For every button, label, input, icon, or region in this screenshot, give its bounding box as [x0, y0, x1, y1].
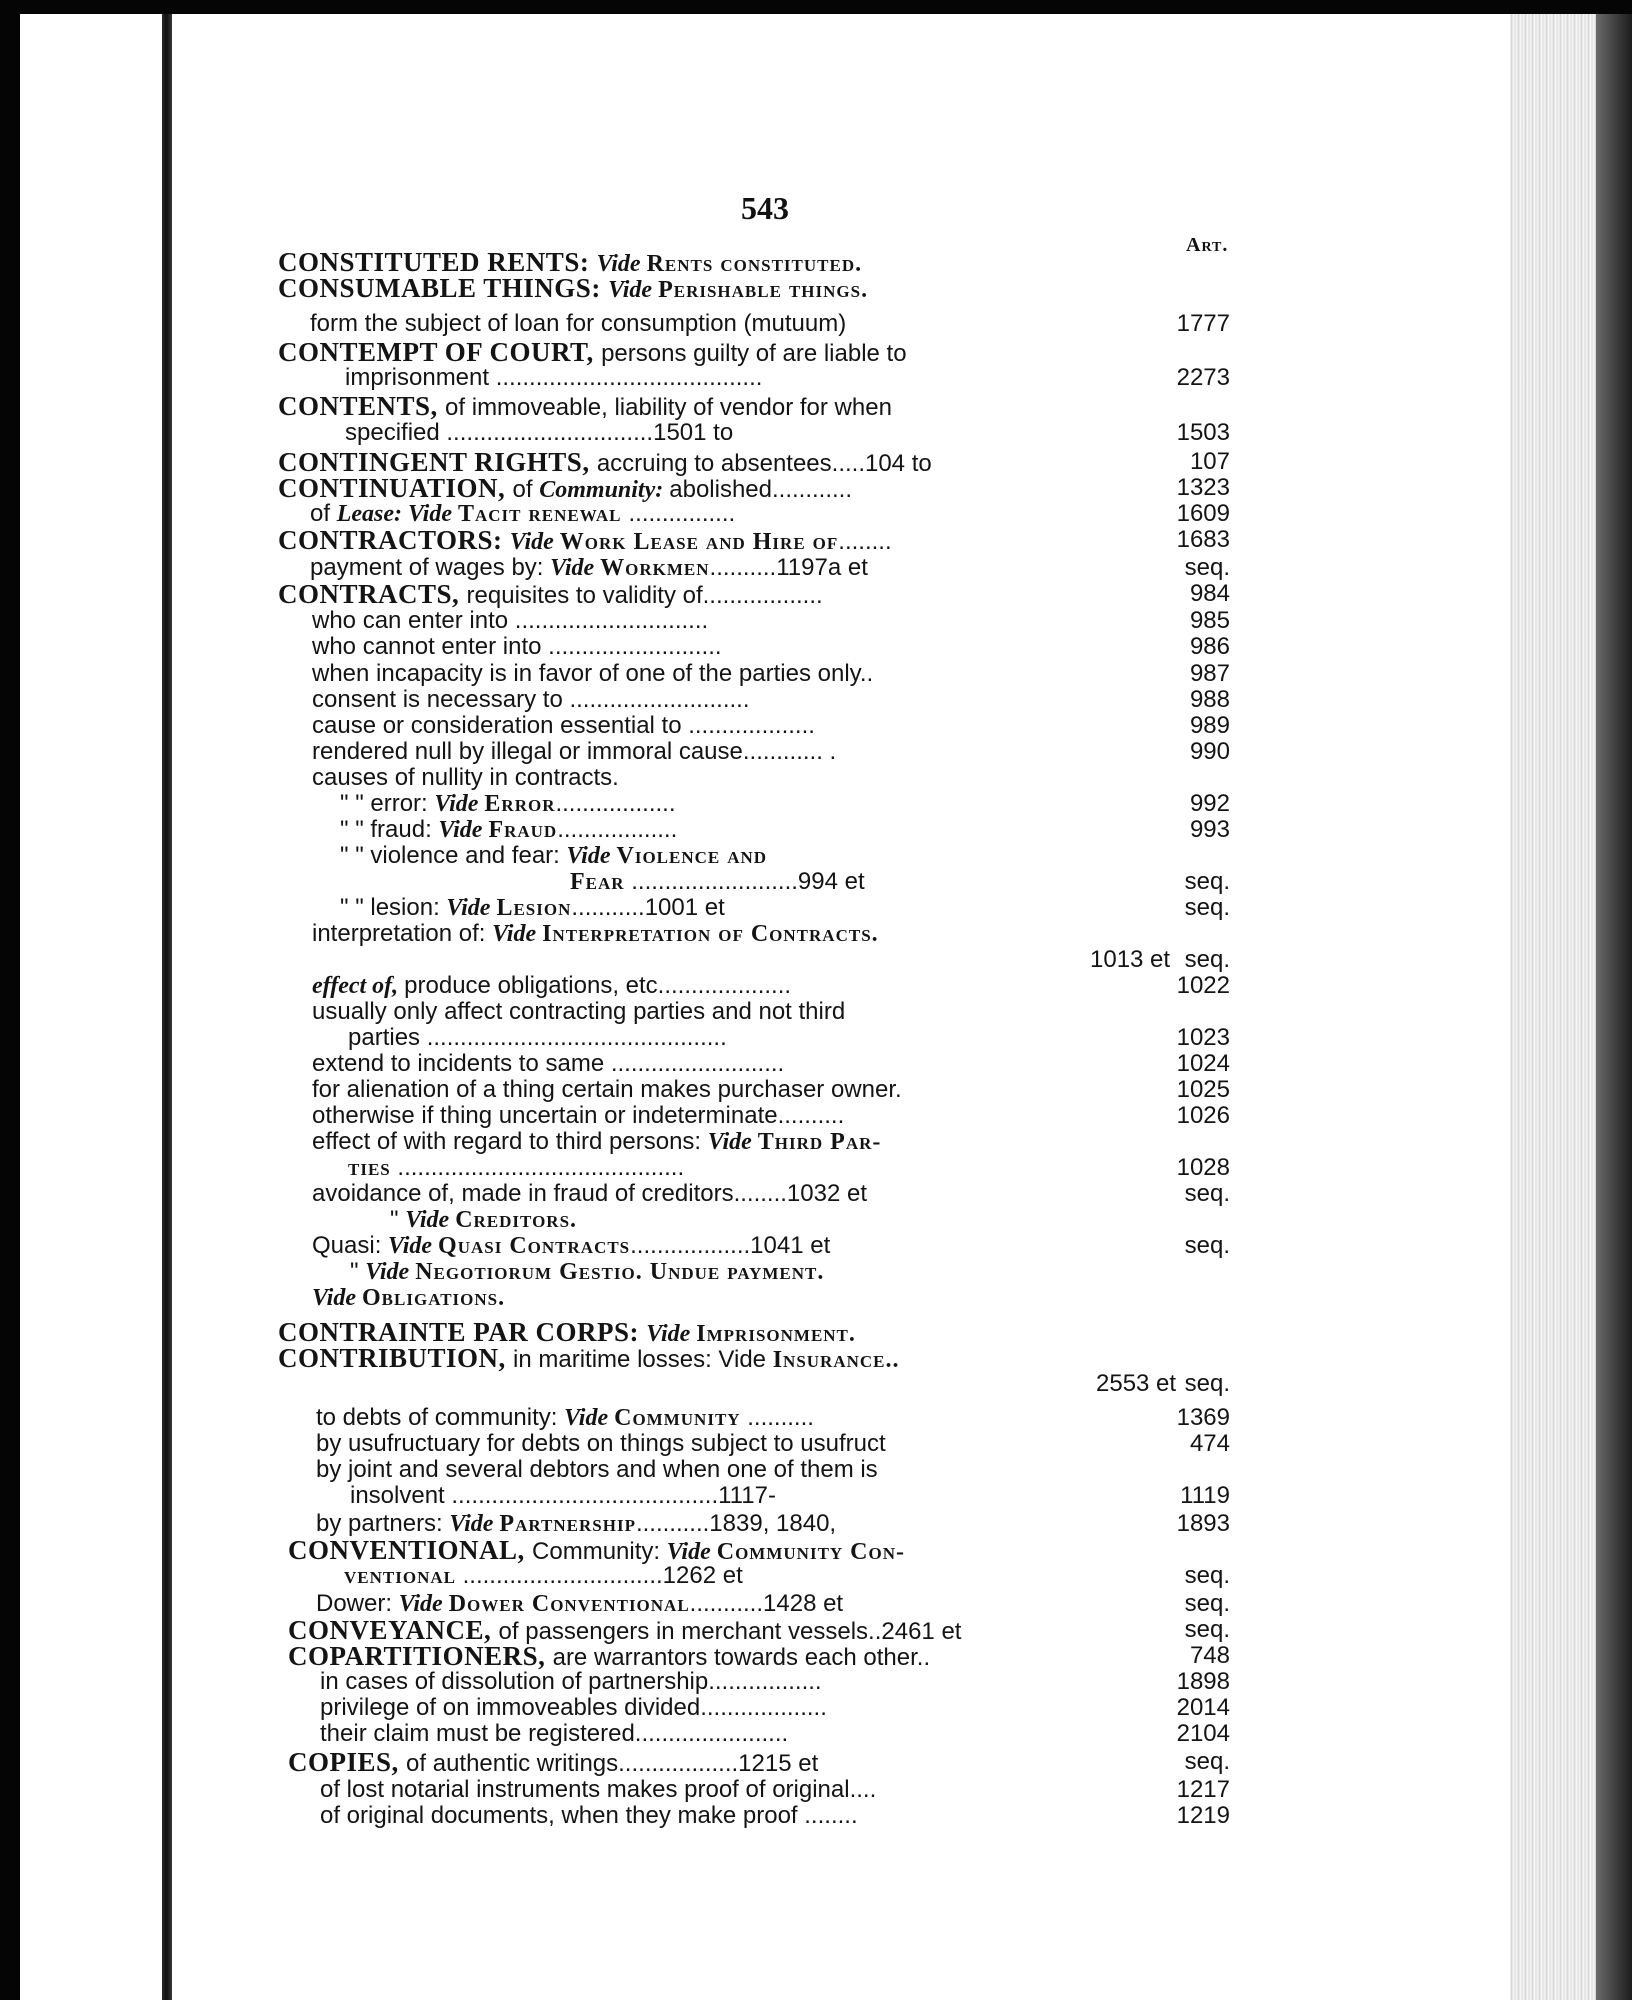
entry-cross-reference: Tacit renewal [458, 501, 629, 527]
entry-text: ..................1041 et [630, 1232, 831, 1259]
article-reference: seq. [1184, 1562, 1230, 1589]
entry-text: otherwise if thing uncertain or indeterminate.......... [312, 1102, 845, 1129]
article-reference: 985 [1189, 607, 1230, 634]
entry-text: persons guilty of are liable to [601, 340, 907, 367]
index-entry [312, 972, 1230, 1000]
index-entry [312, 660, 1230, 688]
entry-cross-reference: Work Lease and Hire of [559, 529, 839, 555]
index-entry [344, 1562, 1230, 1590]
index-entry [316, 1590, 1230, 1618]
entry-text: consent is necessary to ........................... [312, 686, 750, 713]
article-column-label: Art. [1186, 234, 1229, 256]
index-entry [320, 1668, 1230, 1696]
index-entry [320, 1802, 1230, 1830]
entry-headword: COPARTITIONERS, [288, 1641, 553, 1671]
book-left-edge [0, 0, 20, 2000]
entry-text: .................. [557, 816, 678, 843]
entry-italic-text: Vide [564, 1405, 615, 1431]
index-entry [278, 248, 1230, 276]
entry-text: to debts of community: [316, 1404, 565, 1431]
entry-text: accruing to absentees.....104 to [596, 450, 932, 477]
article-reference: 993 [1189, 816, 1230, 843]
index-entry [320, 1720, 1230, 1748]
index-entry [278, 392, 1230, 420]
entry-italic-text: Vide [449, 1511, 500, 1537]
article-reference: 987 [1189, 660, 1230, 687]
entry-text: ..............................1262 et [455, 1562, 743, 1589]
entry-text: parties ............................................. [348, 1024, 727, 1051]
entry-cross-reference: Lesion [496, 895, 572, 921]
article-reference: 1023 [1176, 1024, 1230, 1051]
index-entry [340, 842, 1230, 870]
article-reference: 992 [1189, 790, 1230, 817]
scan-top-border [0, 0, 1632, 14]
entry-text: imprisonment ........................................ [345, 364, 763, 391]
index-entry [312, 920, 1230, 948]
entry-text: are warrantors towards each other.. [552, 1644, 931, 1671]
entry-headword: CONTENTS, [278, 391, 446, 421]
entry-text: ...........1839, 1840, [635, 1510, 837, 1537]
entry-headword: CONTRIBUTION, [278, 1343, 514, 1373]
entry-cross-reference: Rents constituted. [646, 251, 863, 277]
entry-cross-reference: Quasi Contracts [438, 1233, 631, 1259]
entry-text: .................. [555, 790, 676, 817]
entry-text: of [310, 500, 337, 527]
entry-headword: CONTEMPT OF COURT, [278, 337, 602, 367]
entry-cross-reference: Community [614, 1405, 741, 1431]
entry-text: who can enter into ............................. [312, 607, 709, 634]
entry-cross-reference: Workmen [600, 555, 710, 581]
entry-cross-reference: Error [484, 791, 556, 817]
article-reference: 1609 [1176, 500, 1230, 527]
page-number: 543 [741, 190, 789, 226]
article-reference: 984 [1189, 580, 1230, 607]
article-reference: 990 [1189, 738, 1230, 765]
article-reference: seq. [1184, 1616, 1230, 1643]
entry-text: .......... [740, 1404, 814, 1431]
article-reference: seq. [1184, 1370, 1230, 1397]
article-reference: 2273 [1176, 364, 1230, 391]
entry-italic-text: Vide [446, 895, 497, 921]
index-entry [320, 1776, 1230, 1804]
entry-text: avoidance of, made in fraud of creditors........1032 et [312, 1180, 867, 1207]
entry-text: 1013 et [1090, 946, 1171, 973]
entry-text: usually only affect contracting parties and not third [312, 998, 846, 1025]
index-entry [312, 1180, 1230, 1208]
entry-headword: CONVENTIONAL, [288, 1535, 533, 1565]
entry-italic-text: Vide [438, 817, 489, 843]
article-reference: 1026 [1176, 1102, 1230, 1129]
entry-italic-text: Vide [405, 1207, 456, 1233]
entry-cross-reference: Partnership [499, 1511, 636, 1537]
entry-text: their claim must be registered....................... [320, 1720, 789, 1747]
index-entry [316, 1510, 1230, 1538]
article-reference: seq. [1184, 894, 1230, 921]
entry-text: " " fraud: [340, 816, 439, 843]
article-reference: 1323 [1176, 474, 1230, 501]
entry-italic-text: Vide [509, 529, 560, 555]
index-entry [288, 1642, 1230, 1670]
entry-cross-reference: Negotiorum Gestio. Undue payment. [415, 1259, 825, 1285]
entry-headword: CONTINUATION, [278, 473, 513, 503]
article-reference: seq. [1184, 554, 1230, 581]
entry-italic-text: Vide [398, 1591, 449, 1617]
index-entry [340, 894, 1230, 922]
article-reference: seq. [1184, 1590, 1230, 1617]
entry-text: ................ [628, 500, 736, 527]
index-entry [310, 310, 1230, 338]
index-entry [278, 1344, 1230, 1372]
entry-text: privilege of on immoveables divided................... [320, 1694, 827, 1721]
index-entry [288, 1748, 1230, 1776]
entry-text: .........................994 et [624, 868, 865, 895]
entry-cross-reference: Interpretation of Contracts. [542, 921, 879, 947]
index-entry [348, 1154, 1230, 1182]
entry-italic-text: Vide [434, 791, 485, 817]
entry-cross-reference: Violence and [616, 843, 768, 869]
article-reference: 2104 [1176, 1720, 1230, 1747]
index-entry [278, 474, 1230, 502]
article-reference: 988 [1189, 686, 1230, 713]
page-stack-edges [1510, 14, 1632, 2000]
entry-italic-text: Vide [596, 251, 647, 277]
index-entry [340, 790, 1230, 818]
index-entry [1096, 1370, 1230, 1398]
entry-text: ...........1428 et [689, 1590, 844, 1617]
index-entry [345, 364, 1230, 392]
entry-headword: CONTRACTS, [278, 579, 467, 609]
entry-text: ..........1197a et [709, 554, 868, 581]
article-reference: 1503 [1176, 419, 1230, 446]
article-reference: 2014 [1176, 1694, 1230, 1721]
article-reference: 1219 [1176, 1802, 1230, 1829]
index-entry [390, 1206, 1230, 1234]
entry-cross-reference: ventional [344, 1563, 456, 1589]
article-reference: 986 [1189, 633, 1230, 660]
entry-text: " [350, 1258, 366, 1285]
article-reference: 107 [1189, 448, 1230, 475]
entry-text: extend to incidents to same .......................... [312, 1050, 785, 1077]
index-entry [310, 554, 1230, 582]
index-entry [278, 448, 1230, 476]
index-entry [345, 419, 1230, 447]
entry-text: of immoveable, liability of vendor for when [445, 394, 892, 421]
entry-text: when incapacity is in favor of one of the parties only.. [312, 660, 874, 687]
entry-text: for alienation of a thing certain makes purchaser owner. [312, 1076, 902, 1103]
entry-cross-reference: Dower Conventional [448, 1591, 690, 1617]
entry-italic-text: Vide [566, 843, 617, 869]
article-reference: 1025 [1176, 1076, 1230, 1103]
entry-text: insolvent ........................................1117- [350, 1482, 776, 1509]
article-reference: 1028 [1176, 1154, 1230, 1181]
entry-italic-text: Vide [388, 1233, 439, 1259]
entry-text: cause or consideration essential to ................... [312, 712, 815, 739]
entry-cross-reference: ties [348, 1155, 391, 1181]
entry-text: of [512, 476, 540, 503]
entry-cross-reference: Imprisonment. [696, 1321, 856, 1347]
entry-text: by partners: [316, 1510, 450, 1537]
article-reference: 1369 [1176, 1404, 1230, 1431]
entry-headword: CONSUMABLE THINGS: [278, 273, 609, 303]
entry-text: interpretation of: [312, 920, 493, 947]
entry-italic-text: Vide [365, 1259, 416, 1285]
index-entry [312, 686, 1230, 714]
index-entry [312, 738, 1230, 766]
index-entry [310, 500, 1230, 528]
index-entry [288, 1616, 1230, 1644]
entry-italic-text: effect of, [312, 973, 405, 999]
index-entry [312, 1102, 1230, 1130]
index-entry [312, 607, 1230, 635]
entry-text: " " error: [340, 790, 435, 817]
entry-text: " " violence and fear: [340, 842, 567, 869]
entry-text: in cases of dissolution of partnership................. [320, 1668, 822, 1695]
article-reference: 1893 [1176, 1510, 1230, 1537]
entry-text: in maritime losses: Vide [513, 1346, 773, 1373]
index-entry [278, 338, 1230, 366]
entry-text: ...........1001 et [571, 894, 725, 921]
article-reference: seq. [1184, 1748, 1230, 1775]
article-reference: seq. [1184, 868, 1230, 895]
entry-text: ........ [838, 528, 892, 555]
entry-italic-text: Vide [707, 1129, 758, 1155]
index-entry [340, 816, 1230, 844]
entry-headword: CONSTITUTED RENTS: [278, 247, 597, 277]
index-entries [20, 14, 1510, 2000]
entry-text: " [390, 1206, 406, 1233]
entry-text: abolished............ [669, 476, 853, 503]
entry-cross-reference: Perishable things. [658, 277, 869, 303]
entry-text: specified ...............................1501 to [345, 419, 734, 446]
index-entry [312, 1232, 1230, 1260]
entry-text: Community: [532, 1538, 667, 1565]
entry-text: " " lesion: [340, 894, 447, 921]
index-entry [316, 1456, 1230, 1484]
entry-italic-text: Vide [492, 921, 543, 947]
entry-text: rendered null by illegal or immoral cause............ . [312, 738, 837, 765]
index-entry [312, 998, 1230, 1026]
entry-text: by usufructuary for debts on things subject to usufruct [316, 1430, 886, 1457]
entry-cross-reference: Obligations. [362, 1285, 506, 1311]
index-entry [312, 633, 1230, 661]
entry-italic-text: Community: [539, 477, 670, 503]
entry-italic-text: Vide [312, 1285, 363, 1311]
index-entry [312, 1284, 1230, 1312]
article-reference: 1683 [1176, 526, 1230, 553]
index-entry [320, 1694, 1230, 1722]
article-reference: 1022 [1176, 972, 1230, 999]
entry-text: produce obligations, etc.................... [404, 972, 792, 999]
article-reference: 748 [1189, 1642, 1230, 1669]
entry-cross-reference: Creditors. [455, 1207, 578, 1233]
entry-headword: CONTRAINTE PAR CORPS: [278, 1317, 647, 1347]
index-entry [316, 1430, 1230, 1458]
entry-text: payment of wages by: [310, 554, 551, 581]
article-reference: seq. [1184, 1180, 1230, 1207]
entry-italic-text: Vide [550, 555, 601, 581]
entry-italic-text: Vide [666, 1539, 717, 1565]
article-reference: seq. [1184, 1232, 1230, 1259]
article-reference: seq. [1184, 946, 1230, 973]
index-entry [312, 1050, 1230, 1078]
entry-text: of authentic writings..................1215 et [406, 1750, 819, 1777]
entry-italic-text: Vide [608, 277, 659, 303]
book-page [20, 14, 1510, 2000]
index-entry [278, 526, 1230, 554]
index-entry [278, 1318, 1230, 1346]
index-entry [350, 1258, 1230, 1286]
entry-text: requisites to validity of.................. [466, 582, 823, 609]
index-entry [288, 1536, 1230, 1564]
index-entry [312, 712, 1230, 740]
entry-italic-text: Vide [646, 1321, 697, 1347]
article-reference: 1119 [1180, 1482, 1230, 1509]
entry-text: effect of with regard to third persons: [312, 1128, 708, 1155]
entry-cross-reference: Fraud [488, 817, 558, 843]
index-entry [312, 764, 1230, 792]
entry-text: who cannot enter into .......................... [312, 633, 722, 660]
entry-text: Dower: [316, 1590, 399, 1617]
entry-italic-text: Lease: Vide [336, 501, 458, 527]
entry-text: of passengers in merchant vessels..2461 et [498, 1618, 962, 1645]
entry-headword: COPIES, [288, 1747, 407, 1777]
entry-headword: CONVEYANCE, [288, 1615, 499, 1645]
entry-cross-reference: Insurance.. [772, 1347, 900, 1373]
index-entry [312, 1076, 1230, 1104]
article-reference: 474 [1189, 1430, 1230, 1457]
index-entry [278, 580, 1230, 608]
entry-text: of original documents, when they make proof ........ [320, 1802, 858, 1829]
entry-text: of lost notarial instruments makes proof of original.... [320, 1776, 877, 1803]
article-reference: 1217 [1176, 1776, 1230, 1803]
entry-text: causes of nullity in contracts. [312, 764, 619, 791]
entry-text: form the subject of loan for consumption (mutuum) [310, 310, 847, 337]
entry-headword: CONTRACTORS: [278, 525, 510, 555]
entry-cross-reference: Third Par- [757, 1129, 882, 1155]
entry-headword: CONTINGENT RIGHTS, [278, 447, 597, 477]
entry-text: ........................................... [390, 1154, 685, 1181]
entry-text: by joint and several debtors and when one of them is [316, 1456, 878, 1483]
index-entry [1090, 946, 1230, 974]
article-reference: 1024 [1176, 1050, 1230, 1077]
index-entry [348, 1024, 1230, 1052]
entry-text: 2553 et [1096, 1370, 1177, 1397]
article-reference: 1777 [1176, 310, 1230, 337]
entry-cross-reference: Fear [570, 869, 625, 895]
index-entry [316, 1404, 1230, 1432]
article-reference: 1898 [1176, 1668, 1230, 1695]
index-entry [570, 868, 1230, 896]
entry-cross-reference: Community Con- [716, 1539, 906, 1565]
index-entry [312, 1128, 1230, 1156]
index-entry [350, 1482, 1230, 1510]
article-reference: 989 [1189, 712, 1230, 739]
entry-text: Quasi: [312, 1232, 389, 1259]
index-entry [278, 274, 1230, 302]
